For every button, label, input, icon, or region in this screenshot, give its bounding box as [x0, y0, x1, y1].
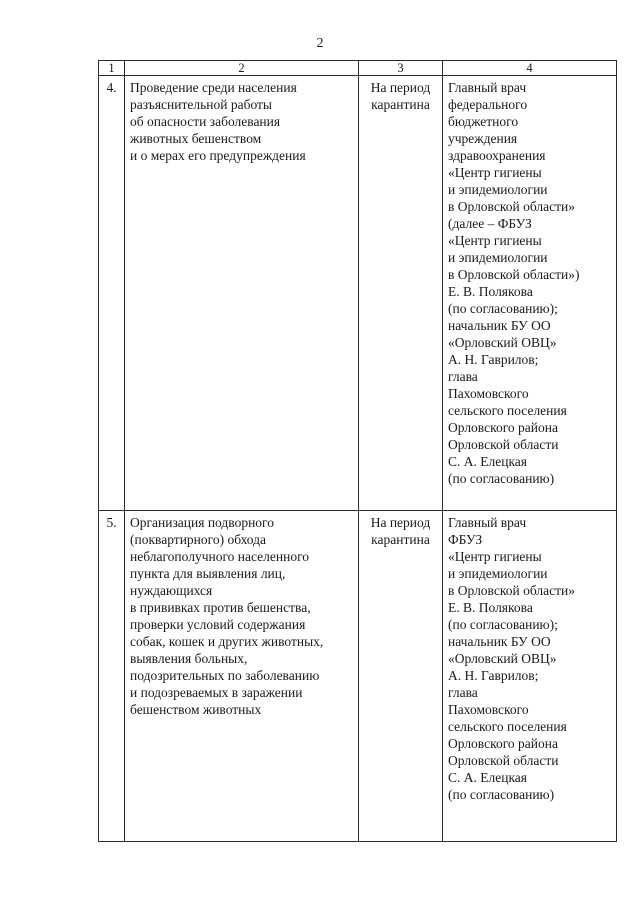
- text-line: (по согласованию);: [448, 301, 558, 316]
- text-line: разъяснительной работы: [130, 97, 272, 112]
- measures-table: [98, 60, 617, 842]
- text-line: Организация подворного: [130, 515, 274, 530]
- text-line: Е. В. Полякова: [448, 284, 533, 299]
- text-line: Орловской области: [448, 437, 559, 452]
- text-line: в Орловской области»: [448, 199, 575, 214]
- text-line: карантина: [371, 97, 430, 112]
- text-line: и о мерах его предупреждения: [130, 148, 306, 163]
- header-cell-1: 1: [99, 61, 125, 76]
- term-cell: [359, 76, 443, 511]
- header-cell-3: 3: [359, 61, 443, 76]
- table-row: [99, 76, 617, 511]
- text-line: А. Н. Гаврилов;: [448, 668, 539, 683]
- text-line: и эпидемиологии: [448, 250, 548, 265]
- row-number: 5.: [99, 511, 125, 842]
- text-line: «Центр гигиены: [448, 233, 542, 248]
- text-line: На период: [370, 80, 431, 95]
- text-line: федерального: [448, 97, 528, 112]
- text-line: и эпидемиологии: [448, 566, 548, 581]
- text-line: нуждающихся: [130, 583, 213, 598]
- page-number: 2: [316, 36, 324, 51]
- table-row: [99, 511, 617, 842]
- text-line: С. А. Елецкая: [448, 770, 528, 785]
- text-line: «Центр гигиены: [448, 165, 542, 180]
- text-line: подозрительных по заболеванию: [130, 668, 320, 683]
- text-line: (по согласованию): [448, 787, 555, 802]
- text-line: Главный врач: [448, 515, 527, 530]
- text-line: здравоохранения: [448, 148, 546, 163]
- text-line: Орловского района: [448, 736, 558, 751]
- table-header-row: [99, 61, 617, 76]
- text-line: На период: [370, 515, 431, 530]
- text-line: Орловского района: [448, 420, 558, 435]
- text-line: начальник БУ ОО: [448, 318, 551, 333]
- responsible-cell: [443, 511, 617, 842]
- text-line: выявления больных,: [130, 651, 248, 666]
- text-line: и подозреваемых в заражении: [130, 685, 303, 700]
- text-line: Проведение среди населения: [130, 80, 297, 95]
- text-line: начальник БУ ОО: [448, 634, 551, 649]
- text-line: Пахомовского: [448, 386, 529, 401]
- text-line: Главный врач: [448, 80, 527, 95]
- text-line: глава: [448, 369, 478, 384]
- header-cell-2: 2: [125, 61, 359, 76]
- text-line: пункта для выявления лиц,: [130, 566, 286, 581]
- text-line: собак, кошек и других животных,: [130, 634, 324, 649]
- text-line: Орловской области: [448, 753, 559, 768]
- text-line: бюджетного: [448, 114, 519, 129]
- text-line: в Орловской области»): [448, 267, 580, 282]
- text-line: (по согласованию): [448, 471, 555, 486]
- responsible-cell: [443, 76, 617, 511]
- text-line: в Орловской области»: [448, 583, 575, 598]
- text-line: сельского поселения: [448, 719, 567, 734]
- text-line: (поквартирного) обхода: [130, 532, 267, 547]
- text-line: карантина: [371, 532, 430, 547]
- text-line: животных бешенством: [130, 131, 262, 146]
- text-line: Пахомовского: [448, 702, 529, 717]
- text-line: «Орловский ОВЦ»: [448, 335, 557, 350]
- text-line: бешенством животных: [130, 702, 262, 717]
- text-line: ФБУЗ: [448, 532, 483, 547]
- term-cell: [359, 511, 443, 842]
- text-line: «Орловский ОВЦ»: [448, 651, 557, 666]
- row-number: 4.: [99, 76, 125, 511]
- text-line: С. А. Елецкая: [448, 454, 528, 469]
- text-line: Е. В. Полякова: [448, 600, 533, 615]
- text-line: сельского поселения: [448, 403, 567, 418]
- text-line: и эпидемиологии: [448, 182, 548, 197]
- text-line: неблагополучного населенного: [130, 549, 310, 564]
- header-cell-4: 4: [443, 61, 617, 76]
- text-line: «Центр гигиены: [448, 549, 542, 564]
- text-line: в прививках против бешенства,: [130, 600, 311, 615]
- text-line: (по согласованию);: [448, 617, 558, 632]
- text-line: об опасности заболевания: [130, 114, 281, 129]
- text-line: А. Н. Гаврилов;: [448, 352, 539, 367]
- measure-cell: [125, 511, 359, 842]
- measure-cell: [125, 76, 359, 511]
- text-line: глава: [448, 685, 478, 700]
- text-line: (далее – ФБУЗ: [448, 216, 532, 231]
- text-line: учреждения: [448, 131, 518, 146]
- text-line: проверки условий содержания: [130, 617, 306, 632]
